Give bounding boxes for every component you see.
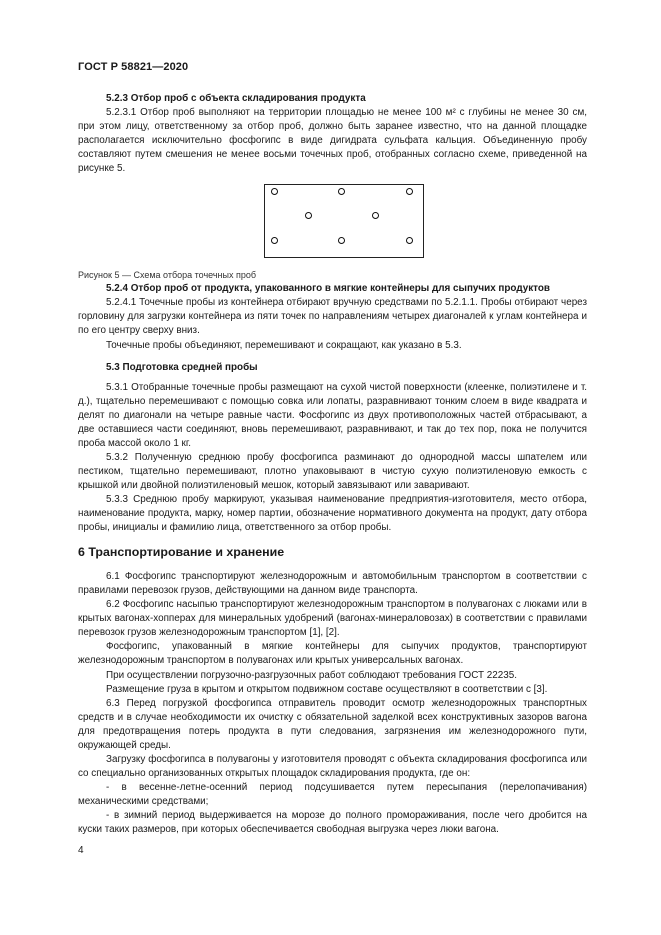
- figure-5-caption: Рисунок 5 — Схема отбора точечных проб: [78, 270, 257, 281]
- figure-5-sampling-scheme: [78, 184, 587, 268]
- sampling-point: [271, 188, 278, 195]
- paragraph-6-3: 6.3 Перед погрузкой фосфогипса отправитель проводит осмотр железнодорожных транспортных средств и в случае необходимости их очистку с обязательной заделкой всех конструктивных зазоров вагона для предотвращения потерь продукта в пути следования, загрязнения им железнодорожного пути, окружающей среды.: [78, 697, 587, 751]
- section-5-3-title: 5.3 Подготовка средней пробы: [106, 361, 258, 373]
- section-6-title: 6 Транспортирование и хранение: [78, 545, 285, 560]
- sampling-point: [338, 237, 345, 244]
- sampling-point: [406, 237, 413, 244]
- paragraph-6-2-cargo-placement: Размещение груза в крытом и открытом подвижном составе осуществляют в соответствии с [3].: [106, 683, 548, 695]
- list-item-winter-freezing: - в зимний период выдерживается на морозе до полного промораживания, после чего дробится на куски таких размеров, при которых обеспечивается свободная выгрузка через люки вагона.: [78, 809, 587, 836]
- section-5-2-4-title: 5.2.4 Отбор проб от продукта, упакованного в мягкие контейнеры для сыпучих продуктов: [106, 283, 550, 295]
- page-number: 4: [78, 845, 84, 856]
- paragraph-5-2-3-1: 5.2.3.1 Отбор проб выполняют на территории площадью не менее 100 м² с глубины не менее 30 см, при этом лицу, ответственному за отбор проб, должно быть заранее известно, что на данной площадке располагается исключительно фосфогипс в виде дигидрата сульфата кальция. Объединенную пробу составляют путем смешения не менее восьми точечных проб, отобранных согласно схеме, приведенной на рисунке 5.: [78, 107, 587, 175]
- sampling-point: [338, 188, 345, 195]
- sampling-point: [305, 212, 312, 219]
- document-body: [78, 92, 587, 837]
- paragraph-5-3-1: 5.3.1 Отобранные точечные пробы размещают на сухой чистой поверхности (клеенке, полиэтилене и т. д.), тщательно перемешивают с помощью совка или лопаты, разравнивают тонким слоем в виде квадрата и делят по диагонали на четыре равные части. Фосфогипс из двух противоположных частей отбрасывают, а две оставшиеся части соединяют, вновь перемешивают, разравнивают, и так до тех пор, пока не получится проба массой около 1 кг.: [78, 381, 587, 449]
- sampling-point: [372, 212, 379, 219]
- sampling-point: [406, 188, 413, 195]
- paragraph-6-1: 6.1 Фосфогипс транспортируют железнодорожным и автомобильным транспортом в соответствии с правилами перевозок грузов, действующими на данном виде транспорта.: [78, 571, 587, 597]
- paragraph-6-2: 6.2 Фосфогипс насыпью транспортируют железнодорожным транспортом в полувагонах с люками или в крытых вагонах-хопперах для минеральных удобрений (вагонах-минераловозах) в соответствии с правилами перевозок грузов железнодорожным транспортом [1], [2].: [78, 599, 587, 639]
- paragraph-5-3-3: 5.3.3 Среднюю пробу маркируют, указывая наименование предприятия-изготовителя, место отбора, наименование продукта, марку, номер партии, обозначение нормативного документа на продукт, дату отбора пробы, инициалы и фамилию лица, ответственного за отбор пробы.: [78, 493, 587, 534]
- sampling-area-rectangle: [264, 184, 424, 258]
- paragraph-5-2-4-2: Точечные пробы объединяют, перемешивают и сокращают, как указано в 5.3.: [106, 339, 462, 351]
- paragraph-5-2-4-1: 5.2.4.1 Точечные пробы из контейнера отбирают вручную средствами по 5.2.1.1. Пробы отбирают через горловину для загрузки контейнера из пяти точек по направлениям четырех диагоналей к углам контейнера и по его центру сверху вниз.: [78, 297, 587, 337]
- paragraph-5-3-2: 5.3.2 Полученную среднюю пробу фосфогипса разминают до однородной массы шпателем или пестиком, тщательно перемешивают, плотно упаковывают в чистую сухую полиэтиленовую емкость с крышкой или двойной полиэтиленовый мешок, который завязывают или заваривают.: [78, 451, 587, 491]
- paragraph-6-3-loading: Загрузку фосфогипса в полувагоны у изготовителя проводят с объекта складирования фосфогипса или со специально организованных открытых площадок складирования продукта, где он:: [78, 753, 587, 779]
- page-header-doc-id: ГОСТ Р 58821—2020: [78, 61, 189, 73]
- sampling-point: [271, 237, 278, 244]
- section-5-2-3-title: 5.2.3 Отбор проб с объекта складирования продукта: [106, 93, 366, 104]
- list-item-summer-drying: - в весенне-летне-осенний период подсушивается путем пересыпания (перелопачивания) механическими средствами;: [78, 781, 587, 807]
- paragraph-6-2-containers: Фосфогипс, упакованный в мягкие контейнеры для сыпучих продуктов, транспортируют железнодорожным транспортом в полувагонах или крытых универсальных вагонах.: [78, 641, 587, 667]
- paragraph-6-2-loading-requirements: При осуществлении погрузочно-разгрузочных работ соблюдают требования ГОСТ 22235.: [106, 669, 517, 681]
